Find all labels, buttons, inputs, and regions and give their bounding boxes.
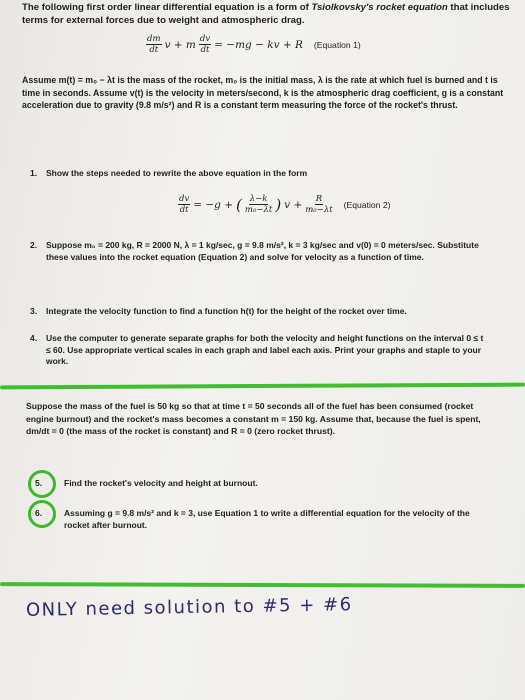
intro-text [22,2,512,27]
question-2: 2. Suppose m₀ = 200 kg, R = 2000 N, λ = 1 kg/sec, g = 9.8 m/s², k = 3 kg/sec and v(0) = 0 meters/sec. Substitute these values into the rocket equation (Equation 2) and solve for velocity as a function of time. [30,240,479,262]
dv-dt-fraction: $\frac{dv}{dt}$ [199,34,211,55]
assume-paragraph: Assume m(t) = m₀ − λt is the mass of the rocket, m₀ is the initial mass, λ is the rate at which fuel is burned and t is time in seconds. Assume v(t) is the velocity in meters/second, k is the atmospheric drag coefficient, g is a constant acceleration due to gravity (9.8 m/s²) and R is a constant term measuring the force of the rocket's thrust. [22,75,504,110]
equation-2-label: (Equation 2) [343,199,391,210]
question-5: 5. Find the rocket's velocity and height at burnout. [35,478,258,488]
question-1: 1. Show the steps needed to rewrite the above equation in the form [30,168,308,178]
question-3: 3. Integrate the velocity function to find a function h(t) for the height of the rocket over time. [30,306,407,316]
dm-dt-fraction: $\frac{dm}{dt}$ [147,34,161,55]
green-divider-bottom [0,582,525,588]
equation-1: $\frac{dm}{dt}$ v + m $\frac{dv}{dt}$ = −mg − kv + R (Equation 1) [147,34,361,55]
question-4: 4. Use the computer to generate separate graphs for both the velocity and height functions on the interval 0 ≤ t ≤ 60. Use appropriate vertical scales in each graph and label each axis. Print your graphs and staple to your work. [30,333,484,366]
suppose-paragraph: Suppose the mass of the fuel is 50 kg so that at time t = 50 seconds all of the fuel has been consumed (rocket engine burnout) and the rocket's mass becomes a constant m = 150 kg. Assume that, because the fuel is spent, dm/dt = 0 (the mass of the rocket is constant) and R = 0 (zero rocket thrust). [26,401,481,436]
intro-part-c: that includes terms for external forces due to weight and atmospheric drag. [22,2,510,26]
question-6: 6. Assuming g = 9.8 m/s² and k = 3, use Equation 1 to write a differential equation for the velocity of the rocket after burnout. [35,508,470,530]
intro-part-a: The following first order linear differential equation is a form of [22,2,312,13]
handwritten-note: ONLY need solution to #5 + #6 [25,594,353,621]
equation-2: $\frac{dv}{dt}$ = −g + ( $\frac{\lambda-k}{\text{m₀−λt}}$ ) v + $\frac{R}{\text{m₀−λt}}$ (Equation 2) [179,194,391,215]
equation-name: Tsiolkovsky's rocket equation [311,2,448,13]
green-divider-top [0,383,525,390]
equation-1-label: (Equation 1) [313,39,361,50]
